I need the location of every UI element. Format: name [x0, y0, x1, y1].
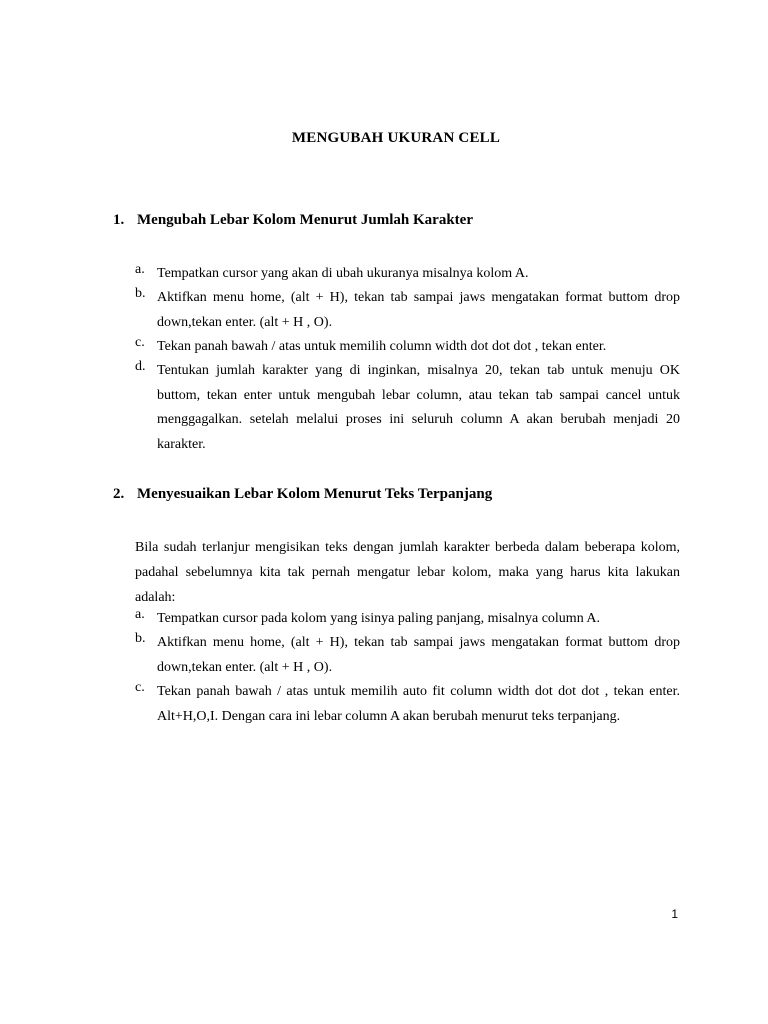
list-item: [135, 631, 680, 680]
list-marker: a.: [135, 607, 145, 622]
list-marker: d.: [135, 359, 146, 374]
document-title: MENGUBAH UKURAN CELL: [291, 130, 501, 146]
list-item: [135, 359, 680, 457]
list-marker: b.: [135, 631, 146, 646]
list-marker: c.: [135, 680, 145, 695]
section-title: Mengubah Lebar Kolom Menurut Jumlah Karakter: [137, 212, 473, 228]
list-item-text: Aktifkan menu home, (alt + H), tekan tab sampai jaws mengatakan format buttom drop down,tekan enter. (alt + H , O).: [157, 635, 680, 675]
section-heading-2: [113, 486, 492, 503]
section-number: 1.: [113, 212, 125, 228]
list-item: [135, 286, 680, 335]
list-item-text: Tentukan jumlah karakter yang di inginkan, misalnya 20, tekan tab untuk menuju OK buttom, tekan enter untuk mengubah lebar column, atau tekan tab sampai cancel untuk menggagalkan. setelah melalui proses ini seluruh column A akan berubah menjadi 20 karakter.: [157, 363, 680, 452]
section-title: Menyesuaikan Lebar Kolom Menurut Teks Terpanjang: [137, 486, 493, 502]
list-item-text: Tempatkan cursor pada kolom yang isinya paling panjang, misalnya column A.: [157, 611, 601, 626]
section-intro-paragraph: Bila sudah terlanjur mengisikan teks dengan jumlah karakter berbeda dalam beberapa kolom, padahal sebelumnya kita tak pernah mengatur lebar kolom, maka yang harus kita lakukan adalah:: [135, 540, 680, 605]
list-item-text: Aktifkan menu home, (alt + H), tekan tab sampai jaws mengatakan format buttom drop down,tekan enter. (alt + H , O).: [157, 290, 680, 330]
section-number: 2.: [113, 486, 125, 502]
list-marker: b.: [135, 286, 146, 301]
section-heading-1: [113, 212, 473, 229]
list-item-text: Tekan panah bawah / atas untuk memilih column width dot dot dot , tekan enter.: [157, 339, 607, 354]
list-item-text: Tekan panah bawah / atas untuk memilih auto fit column width dot dot dot , tekan enter. Alt+H,O,I. Dengan cara ini lebar column A akan berubah menurut teks terpanjang.: [157, 684, 680, 724]
list-item-text: Tempatkan cursor yang akan di ubah ukuranya misalnya kolom A.: [157, 266, 529, 281]
list-marker: a.: [135, 262, 145, 277]
page-number: 1: [671, 907, 678, 921]
list-item: [135, 335, 680, 360]
list-item: [135, 680, 680, 729]
list-item: [135, 607, 680, 632]
list-marker: c.: [135, 335, 145, 350]
list-item: [135, 262, 680, 287]
